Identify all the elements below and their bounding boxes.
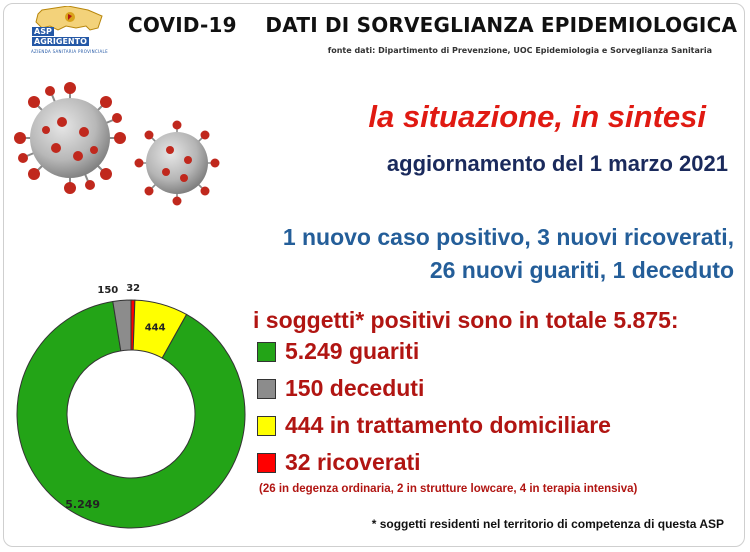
legend-label-deceduti: 150 deceduti [285, 375, 425, 401]
headline: la situazione, in sintesi [368, 99, 706, 134]
donut-chart [0, 280, 260, 552]
label-domiciliare: 444 [144, 322, 166, 334]
legend-label-ricoverati: 32 ricoverati [285, 449, 421, 475]
legend-label-domiciliare: 444 in trattamento domiciliare [285, 412, 611, 438]
legend-label-guariti: 5.249 guariti [285, 338, 420, 364]
label-guariti: 5.249 [65, 497, 101, 511]
update-date: aggiornamento del 1 marzo 2021 [386, 151, 728, 176]
logo-line2: AGRIGENTO [34, 37, 87, 46]
label-ricoverati: 32 [126, 283, 141, 295]
ricoverati-detail: (26 in degenza ordinaria, 2 in strutture lowcare, 4 in terapia intensiva) [259, 483, 638, 495]
label-deceduti: 150 [97, 285, 119, 297]
logo-line1: ASP [34, 27, 52, 36]
logo-subtitle: AZIENDA SANITARIA PROVINCIALE [31, 49, 108, 54]
news-line-2: 26 nuovi guariti, 1 deceduto [429, 257, 734, 283]
coronavirus-large-icon [14, 82, 126, 194]
news-line-1: 1 nuovo caso positivo, 3 nuovi ricoverati, [282, 224, 734, 250]
coronavirus-small-icon [134, 120, 220, 206]
footnote: * soggetti residenti nel territorio di competenza di questa ASP [371, 517, 724, 531]
page-title: COVID-19 DATI DI SORVEGLIANZA EPIDEMIOLOGICA [128, 13, 738, 37]
data-source: fonte dati: Dipartimento di Prevenzione, UOC Epidemiologia e Sorveglianza Sanitaria [327, 46, 712, 55]
total-positives: i soggetti* positivi sono in totale 5.875: [253, 307, 679, 333]
